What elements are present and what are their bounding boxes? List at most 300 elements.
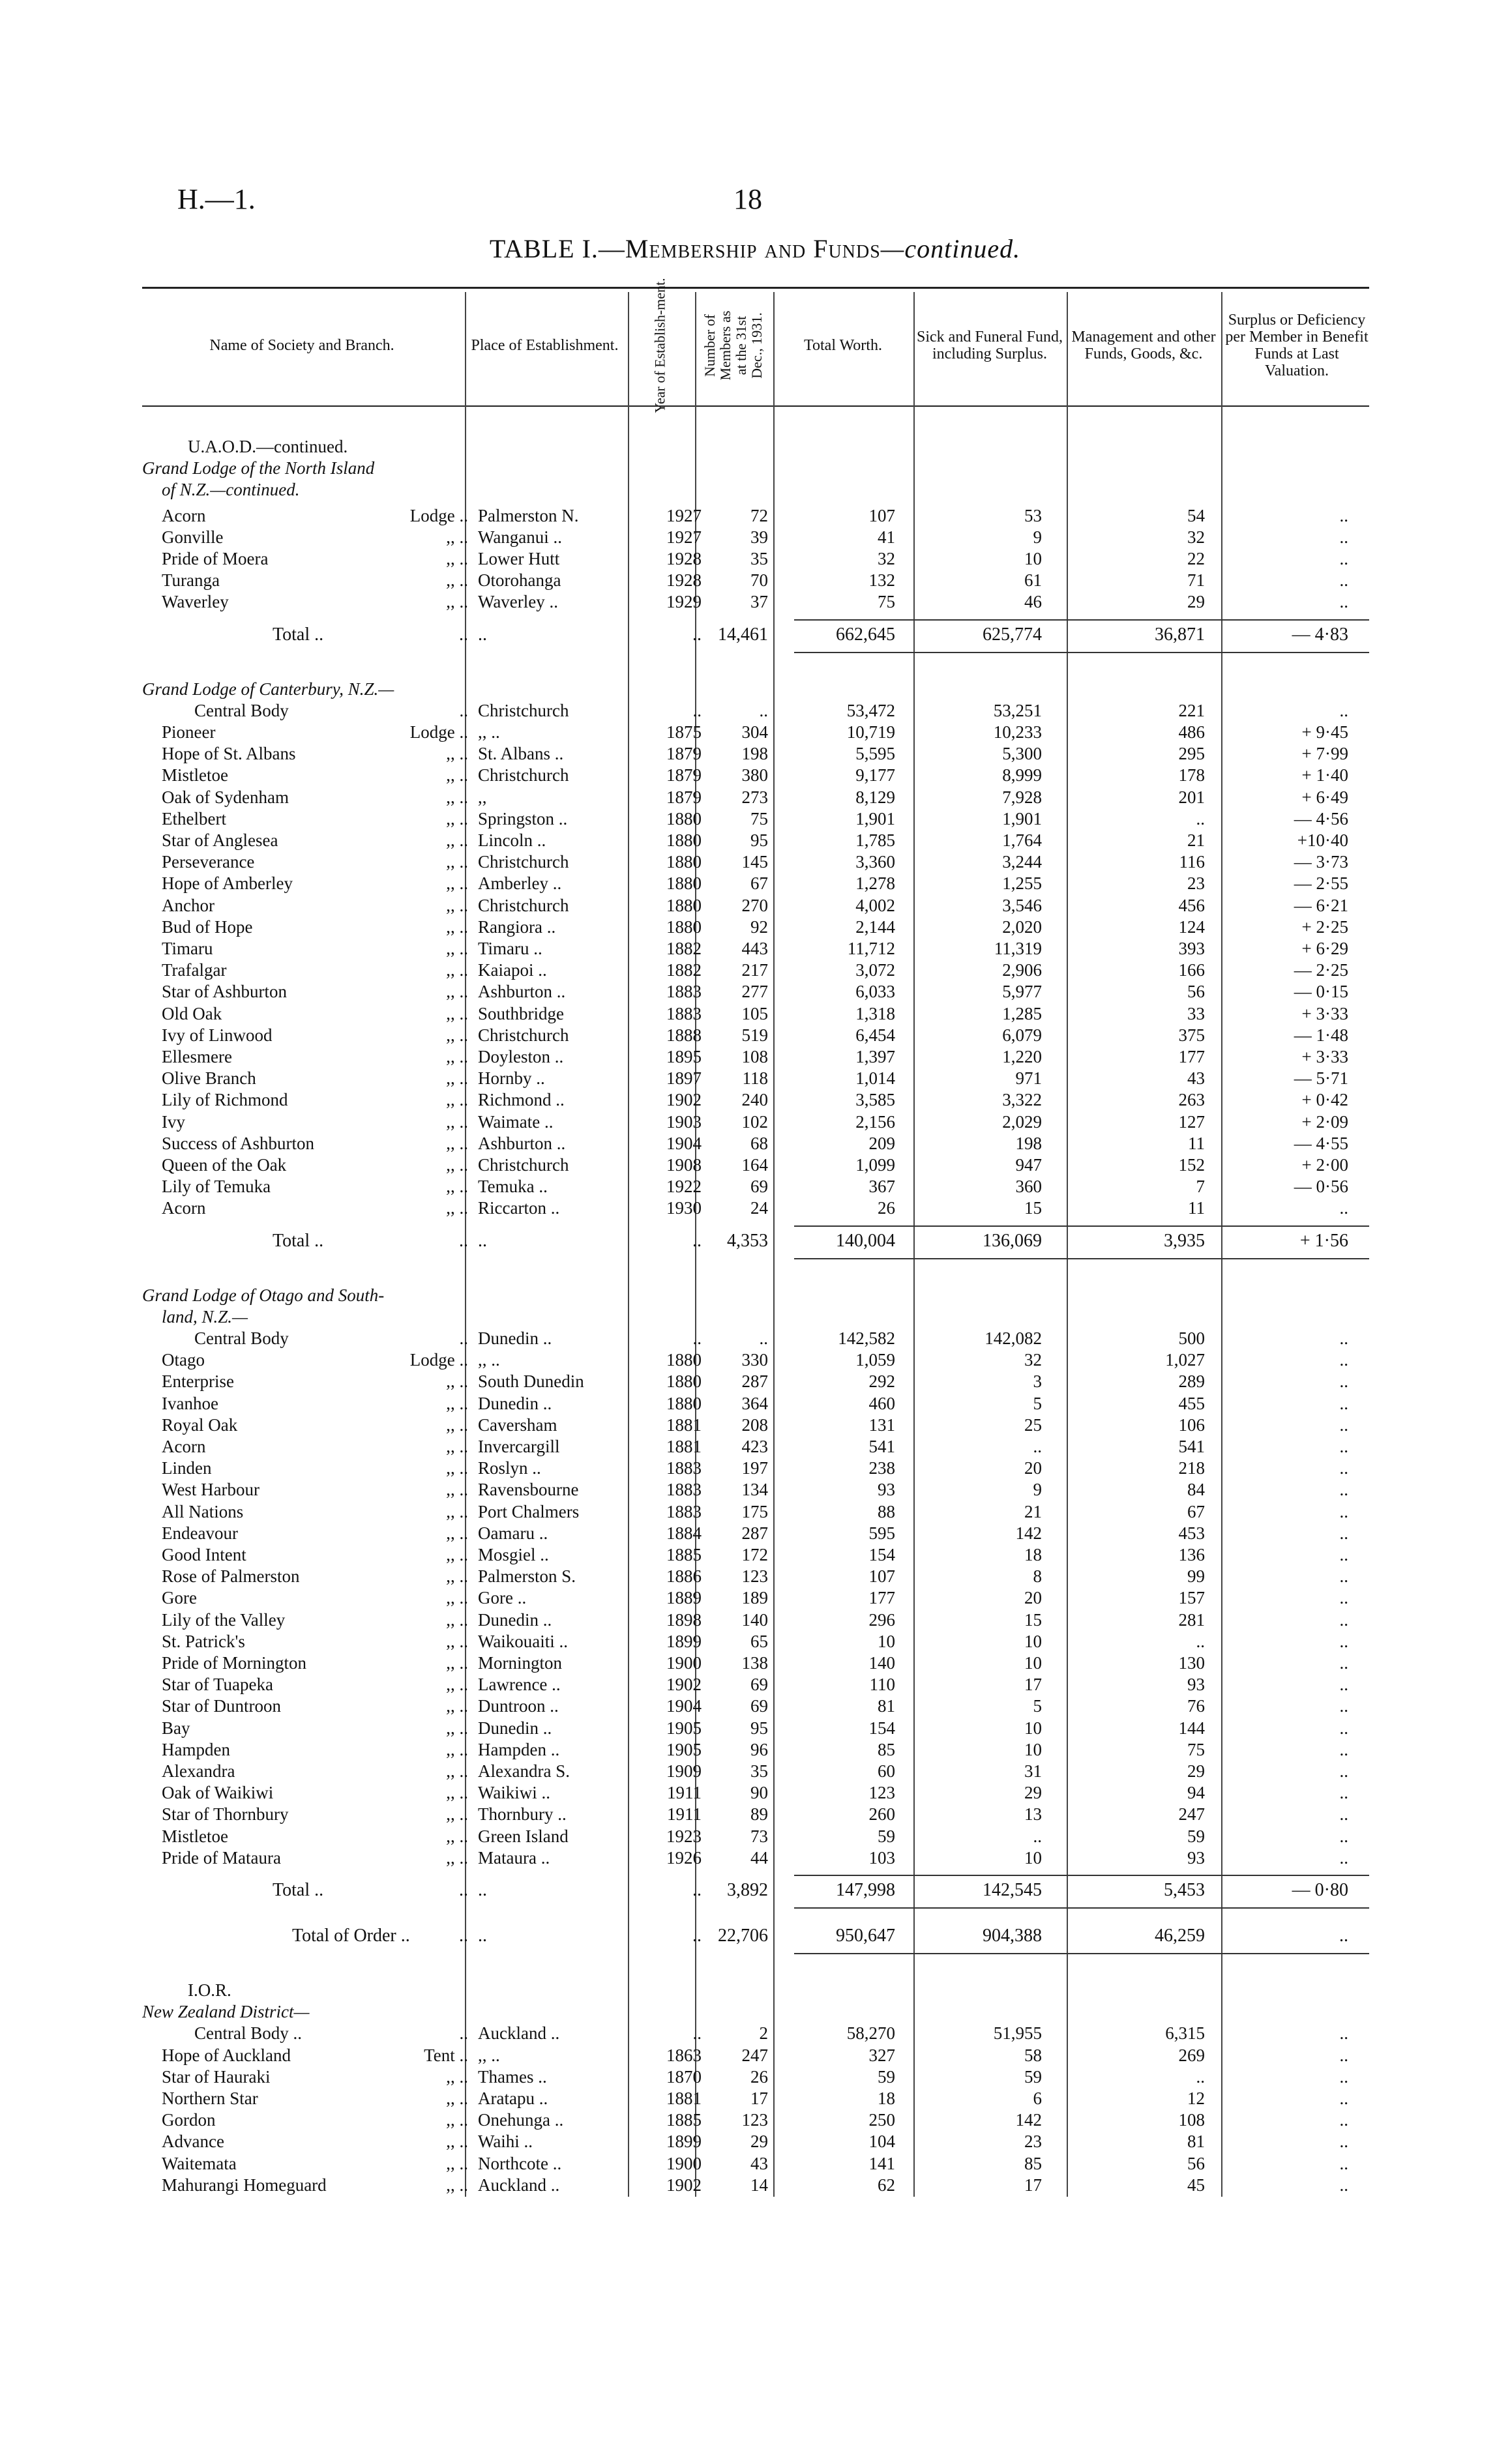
cell-sick-fund: 25 [1024, 1415, 1042, 1435]
cell-members: 89 [750, 1804, 768, 1825]
branch-kind: ,, .. [446, 1437, 468, 1456]
cell-surplus: .. [1339, 1415, 1348, 1435]
branch-name: Queen of the Oak [162, 1155, 287, 1175]
cell-sick-fund: 10 [1024, 1718, 1042, 1738]
cell-year: 1904 [666, 1696, 702, 1716]
branch-name: Lily of the Valley [162, 1609, 286, 1630]
branch-name: Hope of St. Albans [162, 744, 296, 764]
cell-place: Lincoln .. [478, 830, 546, 850]
cell-year: 1899 [666, 2132, 702, 2152]
cell-place: Auckland .. [478, 2175, 560, 2195]
cell-surplus: .. [1339, 1566, 1348, 1587]
cell-surplus: .. [1339, 1653, 1348, 1673]
page-header [0, 183, 1510, 222]
header-management: Management and other Funds, Goods, &c. [1071, 329, 1216, 362]
total-row [142, 624, 1369, 646]
cell-management: 108 [1178, 2110, 1205, 2130]
cell-sick-fund: 9 [1033, 1480, 1042, 1500]
cell-year: .. [692, 2023, 702, 2044]
cell-management: 486 [1178, 722, 1205, 742]
total-label: Total of Order .. [292, 1926, 410, 1946]
cell-members: 24 [750, 1198, 768, 1218]
cell-sick-fund: 9 [1033, 527, 1042, 547]
cell-total-worth: 1,014 [855, 1068, 895, 1089]
branch-name: Bud of Hope [162, 917, 253, 937]
cell-members: 43 [750, 2153, 768, 2173]
cell-surplus: .. [1339, 1739, 1348, 1759]
cell-sick-fund: 29 [1024, 1783, 1042, 1803]
table-row [142, 1155, 1369, 1177]
cell-year: 1923 [666, 1826, 702, 1846]
cell-management: 21 [1187, 830, 1205, 850]
cell-sick-fund: 904,388 [983, 1926, 1042, 1946]
branch-kind: ,, .. [446, 1177, 468, 1197]
cell-place: Invercargill [478, 1437, 560, 1456]
cell-sick-fund: 971 [1015, 1068, 1042, 1089]
cell-place: Dunedin .. [478, 1609, 552, 1630]
cell-year: 1902 [666, 1675, 702, 1695]
branch-kind: ,, .. [446, 1783, 468, 1803]
cell-management: 46,259 [1155, 1926, 1205, 1946]
cell-surplus: + 3·33 [1301, 1003, 1348, 1023]
cell-surplus: + 1·40 [1301, 765, 1348, 785]
branch-name: Acorn [162, 1198, 206, 1218]
cell-surplus: + 9·45 [1301, 722, 1348, 742]
cell-members: .. [759, 700, 768, 720]
cell-year: .. [692, 1880, 702, 1900]
branch-name: Oak of Waikiwi [162, 1783, 274, 1803]
cell-sick-fund: 17 [1024, 2175, 1042, 2195]
branch-name: Mistletoe [162, 1826, 228, 1846]
table-row [142, 1610, 1369, 1632]
cell-place: Springston .. [478, 808, 568, 829]
cell-sick-fund: 53,251 [993, 700, 1042, 720]
branch-kind: ,, .. [446, 1133, 468, 1153]
branch-name: Waverley [162, 592, 229, 612]
cell-surplus: .. [1339, 1328, 1348, 1348]
cell-sick-fund: 17 [1024, 1675, 1042, 1695]
cell-sick-fund: 15 [1024, 1198, 1042, 1218]
cell-surplus: + 1·56 [1299, 1230, 1348, 1251]
branch-name: Royal Oak [162, 1415, 238, 1435]
cell-surplus: .. [1339, 1198, 1348, 1218]
cell-sick-fund: 6,079 [1002, 1025, 1042, 1045]
cell-members: 95 [750, 830, 768, 850]
cell-total-worth: 177 [868, 1588, 895, 1608]
cell-total-worth: 11,712 [847, 939, 895, 958]
header-surplus: Surplus or Deficiency per Member in Benefit Funds at Last Valuation. [1225, 312, 1369, 379]
cell-place: Port Chalmers [478, 1501, 580, 1521]
cell-surplus: .. [1339, 549, 1348, 568]
cell-sick-fund: 5,300 [1002, 744, 1042, 764]
cell-year: 1883 [666, 1003, 702, 1023]
cell-total-worth: 81 [878, 1696, 895, 1716]
cell-members: 270 [741, 895, 768, 915]
cell-surplus: .. [1339, 2132, 1348, 2152]
cell-sick-fund: 13 [1024, 1804, 1042, 1825]
cell-management: 36,871 [1155, 624, 1205, 645]
cell-sick-fund: .. [1033, 1826, 1042, 1846]
cell-sick-fund: 5,977 [1002, 982, 1042, 1002]
cell-surplus: .. [1339, 505, 1348, 525]
cell-year: 1885 [666, 1545, 702, 1564]
cell-year: .. [692, 1328, 702, 1348]
cell-management: 221 [1178, 700, 1205, 720]
cell-sick-fund: 58 [1024, 2045, 1042, 2065]
branch-name: Star of Ashburton [162, 982, 287, 1002]
branch-name: Star of Tuapeka [162, 1675, 273, 1695]
cell-management: 269 [1178, 2045, 1205, 2065]
table-row [142, 1047, 1369, 1068]
cell-sick-fund: 3,546 [1002, 895, 1042, 915]
cell-year: 1930 [666, 1198, 702, 1218]
cell-place: Christchurch [478, 765, 569, 785]
cell-year: 1870 [666, 2066, 702, 2087]
table-row [142, 1134, 1369, 1155]
cell-place: Gore .. [478, 1588, 527, 1608]
cell-management: 456 [1178, 895, 1205, 915]
cell-members: 330 [741, 1350, 768, 1370]
table-row [142, 1371, 1369, 1393]
cell-surplus: .. [1339, 700, 1348, 720]
cell-place: Lower Hutt [478, 549, 560, 568]
cell-year: 1905 [666, 1739, 702, 1759]
branch-name: All Nations [162, 1501, 244, 1521]
branch-name: Oak of Sydenham [162, 787, 289, 807]
cell-management: 45 [1187, 2175, 1205, 2195]
cell-sick-fund: 20 [1024, 1458, 1042, 1478]
cell-place: Duntroon .. [478, 1696, 559, 1716]
total-rule [794, 1907, 1369, 1909]
branch-kind: ,, .. [446, 2110, 468, 2130]
cell-year: 1911 [667, 1804, 702, 1825]
cell-management: .. [1196, 1631, 1205, 1651]
cell-surplus: + 2·25 [1301, 917, 1348, 937]
cell-year: 1888 [666, 1025, 702, 1045]
cell-surplus: .. [1339, 1926, 1348, 1946]
cell-total-worth: 260 [868, 1804, 895, 1825]
branch-kind: ,, .. [446, 1155, 468, 1175]
cell-members: 134 [741, 1480, 768, 1500]
cell-total-worth: 140,004 [836, 1230, 895, 1251]
cell-management: 93 [1187, 1675, 1205, 1695]
table-row [142, 1112, 1369, 1134]
table-title: TABLE I.—Membership and Funds—continued. [489, 234, 1021, 263]
cell-year: 1899 [666, 1631, 702, 1651]
cell-total-worth: 107 [868, 1566, 895, 1587]
cell-year: 1928 [666, 549, 702, 568]
cell-members: 2 [759, 2023, 768, 2044]
table-row [142, 1545, 1369, 1566]
cell-year: 1863 [666, 2045, 702, 2065]
cell-total-worth: 4,002 [855, 895, 895, 915]
cell-members: 67 [750, 873, 768, 894]
cell-surplus: .. [1339, 2023, 1348, 2044]
cell-place: Waimate .. [478, 1111, 554, 1132]
table-row [142, 917, 1369, 939]
table-row [142, 1588, 1369, 1609]
total-row [142, 1880, 1369, 1901]
cell-sick-fund: 10 [1024, 1653, 1042, 1673]
cell-sick-fund: 10 [1024, 1847, 1042, 1868]
table-row [142, 2089, 1369, 2110]
cell-sick-fund: 18 [1024, 1545, 1042, 1564]
cell-members: 198 [741, 744, 768, 764]
branch-name: Gonville [162, 527, 224, 547]
cell-management: 375 [1178, 1025, 1205, 1045]
cell-place: Caversham [478, 1415, 557, 1435]
cell-sick-fund: 2,906 [1002, 960, 1042, 980]
cell-place: Temuka .. [478, 1177, 548, 1197]
cell-members: 70 [750, 570, 768, 591]
cell-surplus: .. [1339, 592, 1348, 612]
cell-total-worth: 292 [868, 1371, 895, 1392]
cell-place: St. Albans .. [478, 744, 564, 764]
cell-sick-fund: 947 [1015, 1155, 1042, 1175]
branch-name: Waitemata [162, 2153, 237, 2173]
cell-year: 1885 [666, 2110, 702, 2130]
table-row [142, 1783, 1369, 1804]
cell-sick-fund: 85 [1024, 2153, 1042, 2173]
cell-management: 116 [1179, 852, 1205, 872]
table-row [142, 1632, 1369, 1653]
cell-year: 1880 [666, 1350, 702, 1370]
cell-place: Richmond .. [478, 1090, 565, 1110]
cell-total-worth: 9,177 [855, 765, 895, 785]
table-row [142, 2046, 1369, 2067]
cell-surplus: .. [1339, 1350, 1348, 1370]
cell-surplus: .. [1339, 1480, 1348, 1500]
section-title: Grand Lodge of Canterbury, N.Z.— [142, 679, 394, 699]
cell-sick-fund: 11,319 [994, 939, 1042, 958]
cell-place: .. [478, 1926, 487, 1946]
cell-place: Roslyn .. [478, 1458, 541, 1478]
cell-year: 1880 [666, 852, 702, 872]
cell-sick-fund: 142 [1015, 2110, 1042, 2130]
cell-year: 1875 [666, 722, 702, 742]
branch-name: Ivanhoe [162, 1393, 218, 1413]
cell-place: Dunedin .. [478, 1393, 552, 1413]
cell-surplus: — 0·15 [1294, 982, 1348, 1002]
cell-total-worth: 6,033 [855, 982, 895, 1002]
branch-kind: ,, .. [446, 1653, 468, 1673]
cell-management: 177 [1178, 1047, 1205, 1066]
cell-management: 127 [1178, 1111, 1205, 1132]
table-row [142, 1826, 1369, 1848]
branch-kind: ,, .. [446, 1545, 468, 1564]
table-row [142, 1458, 1369, 1480]
cell-sick-fund: 142 [1015, 1523, 1042, 1543]
branch-name: Lily of Temuka [162, 1177, 271, 1197]
cell-sick-fund: 2,029 [1002, 1111, 1042, 1132]
cell-members: 14,461 [718, 624, 768, 645]
cell-sick-fund: 46 [1024, 592, 1042, 612]
cell-surplus: + 6·49 [1301, 787, 1348, 807]
cell-surplus: .. [1339, 1761, 1348, 1781]
cell-management: 12 [1187, 2089, 1205, 2108]
cell-members: 105 [741, 1003, 768, 1023]
branch-kind: ,, .. [446, 787, 468, 807]
table-row [142, 982, 1369, 1003]
cell-year: 1880 [666, 917, 702, 937]
cell-place: Riccarton .. [478, 1198, 560, 1218]
branch-kind: ,, .. [446, 1458, 468, 1478]
branch-kind: ,, .. [446, 1047, 468, 1066]
cell-members: 4,353 [727, 1230, 768, 1251]
table-row [142, 852, 1369, 873]
branch-name: Hope of Amberley [162, 873, 293, 894]
cell-year: 1883 [666, 1458, 702, 1478]
branch-name: Ivy [162, 1111, 185, 1132]
cell-management: 247 [1178, 1804, 1205, 1825]
cell-place: South Dunedin [478, 1371, 584, 1392]
cell-surplus: .. [1339, 570, 1348, 591]
cell-members: 273 [741, 787, 768, 807]
cell-sick-fund: 6 [1033, 2089, 1042, 2108]
cell-year: 1880 [666, 1371, 702, 1392]
table-row [142, 1394, 1369, 1415]
cell-place: Southbridge [478, 1003, 564, 1023]
cell-sick-fund: 625,774 [983, 624, 1042, 645]
cell-members: 140 [741, 1609, 768, 1630]
table-row [142, 809, 1369, 830]
cell-total-worth: 59 [878, 2066, 895, 2087]
branch-kind: ,, .. [446, 1198, 468, 1218]
cell-total-worth: 1,099 [855, 1155, 895, 1175]
cell-surplus: +10·40 [1297, 830, 1348, 850]
cell-surplus: — 1·48 [1294, 1025, 1348, 1045]
table-row [142, 1025, 1369, 1047]
cell-members: 29 [750, 2132, 768, 2152]
cell-sick-fund: 198 [1015, 1133, 1042, 1153]
header-bottom-rule [142, 405, 1369, 407]
table-row [142, 2132, 1369, 2153]
cell-management: 106 [1178, 1415, 1205, 1435]
cell-total-worth: 53,472 [846, 700, 895, 720]
cell-management: 7 [1196, 1177, 1205, 1197]
header-members: Number of Members as at the 31st Dec., 1931. [702, 310, 765, 381]
branch-name: Ellesmere [162, 1047, 232, 1066]
cell-surplus: — 4·56 [1294, 808, 1348, 829]
branch-kind: Tent .. [424, 2045, 468, 2065]
cell-members: 37 [750, 592, 768, 612]
branch-name: Star of Thornbury [162, 1804, 289, 1825]
cell-management: 43 [1187, 1068, 1205, 1089]
branch-name: West Harbour [162, 1480, 260, 1500]
cell-members: 175 [741, 1501, 768, 1521]
cell-year: 1879 [666, 765, 702, 785]
cell-place: Rangiora .. [478, 917, 556, 937]
table-row [142, 744, 1369, 765]
cell-surplus: .. [1339, 1826, 1348, 1846]
cell-place: Christchurch [478, 852, 569, 872]
cell-management: 289 [1178, 1371, 1205, 1392]
cell-sick-fund: 3,322 [1002, 1090, 1042, 1110]
cell-total-worth: 595 [868, 1523, 895, 1543]
cell-members: 240 [741, 1090, 768, 1110]
cell-year: 1882 [666, 960, 702, 980]
branch-kind: ,, .. [446, 1675, 468, 1695]
cell-year: 1881 [666, 1437, 702, 1456]
cell-place: .. [478, 1230, 487, 1251]
cell-members: 65 [750, 1631, 768, 1651]
cell-year: 1880 [666, 808, 702, 829]
cell-sick-fund: 3,244 [1002, 852, 1042, 872]
branch-kind: ,, .. [446, 2153, 468, 2173]
cell-members: 35 [750, 1761, 768, 1781]
cell-sick-fund: 59 [1024, 2066, 1042, 2087]
header-sick-fund: Sick and Funeral Fund, including Surplus. [917, 329, 1063, 362]
cell-year: 1900 [666, 2153, 702, 2173]
cell-year: 1880 [666, 895, 702, 915]
branch-name: Star of Anglesea [162, 830, 278, 850]
branch-name: Perseverance [162, 852, 255, 872]
table-row [142, 830, 1369, 852]
branch-kind: .. [459, 1926, 468, 1946]
cell-total-worth: 209 [868, 1133, 895, 1153]
table-row [142, 1437, 1369, 1458]
cell-management: 81 [1187, 2132, 1205, 2152]
table-row [142, 1415, 1369, 1437]
cell-year: .. [692, 700, 702, 720]
cell-place: Amberley .. [478, 873, 562, 894]
branch-kind: ,, .. [446, 1415, 468, 1435]
cell-members: .. [759, 1328, 768, 1348]
table-row [142, 592, 1369, 613]
table-header [142, 278, 1369, 413]
branch-kind: .. [459, 624, 468, 645]
branch-name: Olive Branch [162, 1068, 256, 1089]
branch-name: Acorn [162, 1437, 206, 1456]
branch-kind: ,, .. [446, 1090, 468, 1110]
branch-kind: ,, .. [446, 939, 468, 958]
cell-management: 144 [1178, 1718, 1205, 1738]
cell-place: Thornbury .. [478, 1804, 567, 1825]
cell-year: 1927 [666, 527, 702, 547]
cell-place: Hampden .. [478, 1739, 560, 1759]
cell-sick-fund: 15 [1024, 1609, 1042, 1630]
cell-sick-fund: 1,255 [1002, 873, 1042, 894]
table-row [142, 939, 1369, 960]
cell-sick-fund: 1,220 [1002, 1047, 1042, 1066]
branch-name: Ethelbert [162, 808, 226, 829]
cell-year: 1882 [666, 939, 702, 958]
cell-members: 102 [741, 1111, 768, 1132]
page-number: 18 [733, 183, 762, 215]
cell-place: Northcote .. [478, 2153, 562, 2173]
table-row [142, 1653, 1369, 1675]
branch-name: Linden [162, 1458, 212, 1478]
cell-sick-fund: 10 [1024, 549, 1042, 568]
cell-total-worth: 93 [878, 1480, 895, 1500]
total-label: Total .. [273, 1880, 324, 1900]
cell-members: 73 [750, 1826, 768, 1846]
cell-place: ,, .. [478, 1350, 500, 1370]
cell-management: 124 [1178, 917, 1205, 937]
branch-kind: ,, .. [446, 1826, 468, 1846]
branch-name: Good Intent [162, 1545, 246, 1564]
total-rule [794, 1225, 1369, 1227]
branch-kind: ,, .. [446, 1609, 468, 1630]
cell-place: Thames .. [478, 2066, 547, 2087]
table-row [142, 2023, 1369, 2045]
cell-members: 123 [741, 1566, 768, 1587]
table-row [142, 1848, 1369, 1870]
cell-management: 56 [1187, 2153, 1205, 2173]
cell-year: 1928 [666, 570, 702, 591]
branch-name: Gore [162, 1588, 197, 1608]
table-row [142, 1675, 1369, 1696]
